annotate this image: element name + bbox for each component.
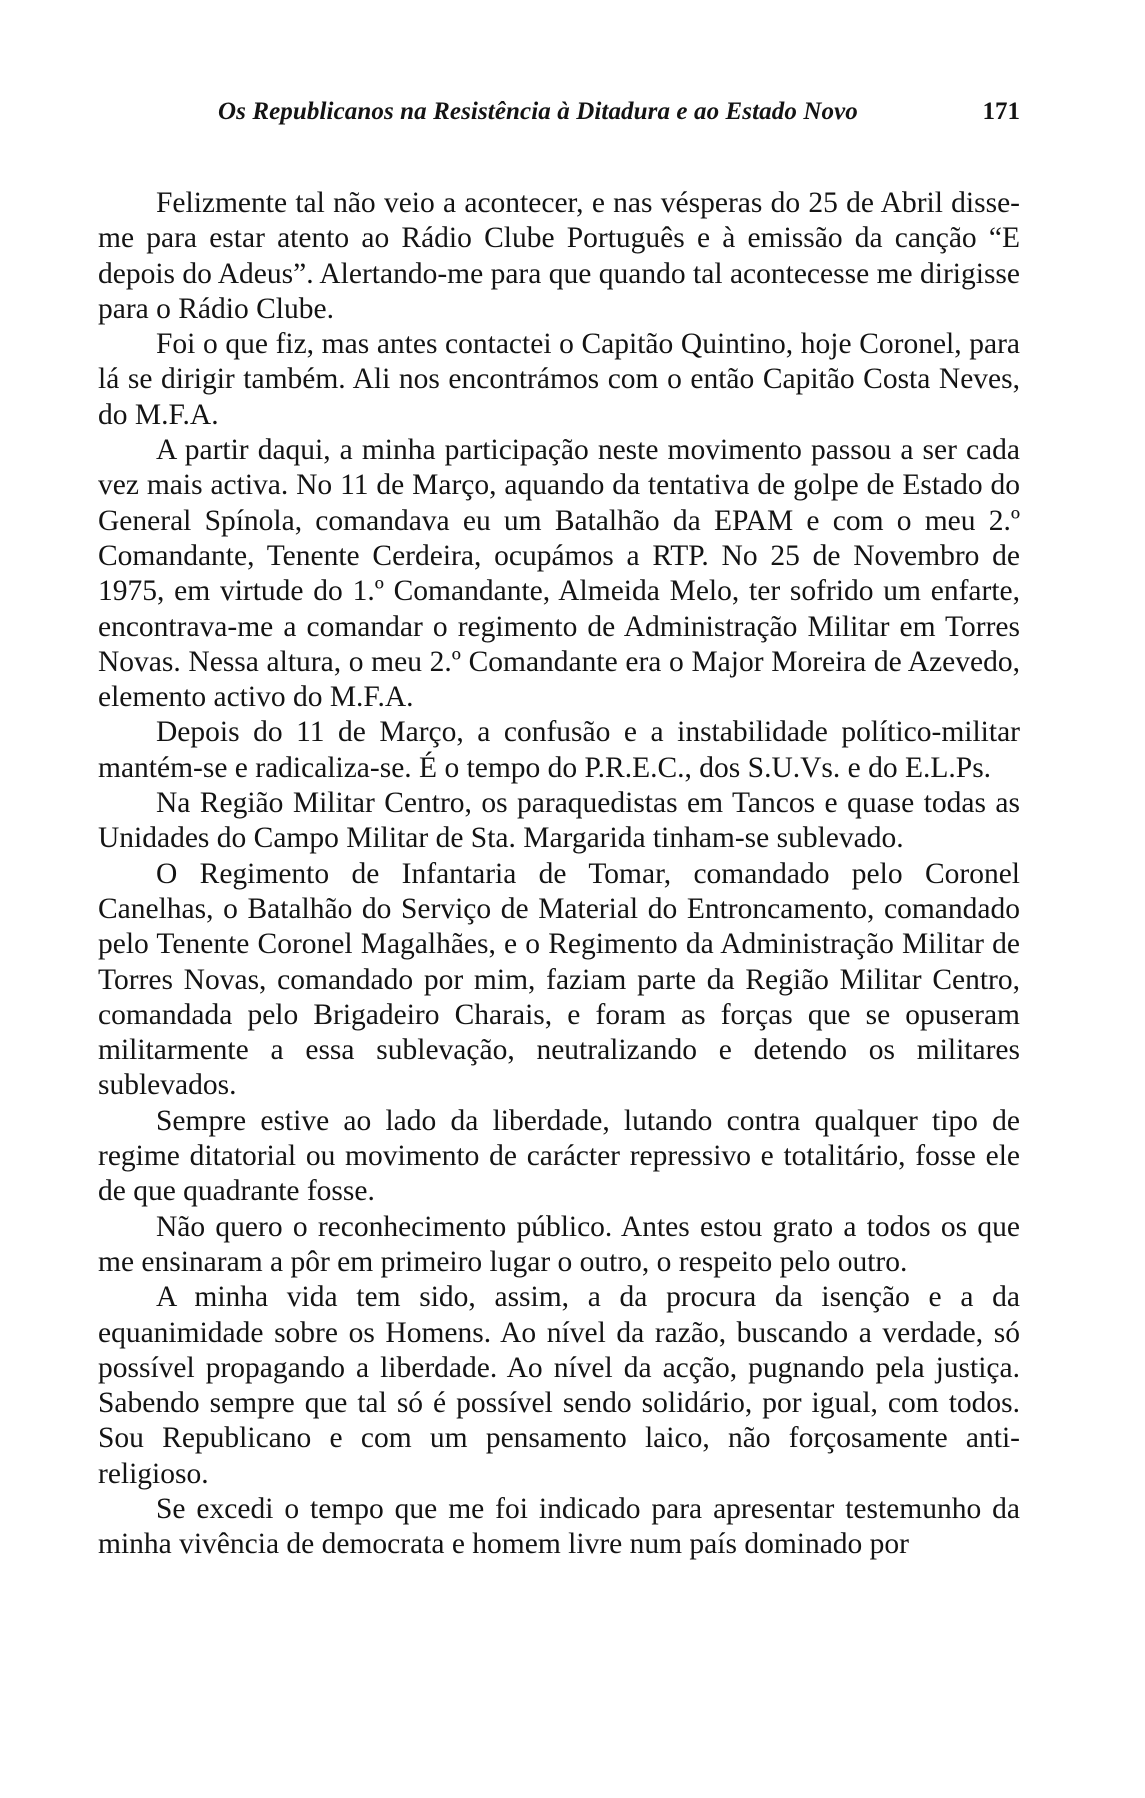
paragraph: Não quero o reconhecimento público. Antes estou grato a todos os que me ensinaram a pôr em primeiro lugar o outro, o respeito pelo outro.	[98, 1210, 1020, 1278]
running-title: Os Republicanos na Resistência à Ditadura e ao Estado Novo	[218, 98, 858, 125]
paragraph: Sempre estive ao lado da liberdade, lutando contra qualquer tipo de regime ditatorial ou movimento de carácter repressivo e totalitário, fosse ele de que quadrante fosse.	[98, 1104, 1020, 1208]
page-number: 171	[982, 98, 1020, 125]
body-text	[98, 186, 1020, 1563]
paragraph: Depois do 11 de Março, a confusão e a instabilidade político-militar mantém-se e radicaliza-se. É o tempo do P.R.E.C., dos S.U.Vs. e do E.L.Ps.	[98, 716, 1020, 784]
paragraph: Se excedi o tempo que me foi indicado para apresentar testemunho da minha vivência de democrata e homem livre num país dominado por	[98, 1492, 1020, 1561]
running-head	[98, 98, 1020, 138]
paragraph: A minha vida tem sido, assim, a da procura da isenção e a da equanimidade sobre os Homens. Ao nível da razão, buscando a verdade, só possível propagando a liberdade. Ao nível da acção, pugnando pela justiça. Sabendo sempre que tal só é possível sendo solidário, por igual, com todos. Sou Republicano e com um pensamento laico, não forçosamente anti-religioso.	[98, 1281, 1020, 1490]
paragraph: O Regimento de Infantaria de Tomar, comandado pelo Coronel Canelhas, o Batalhão do Serviço de Material do Entroncamento, comandado pelo Tenente Coronel Magalhães, e o Regimento da Administração Militar de Torres Novas, comandado por mim, faziam parte da Região Militar Centro, comandada pelo Brigadeiro Charais, e foram as forças que se opuseram militarmente a essa sublevação, neutralizando e detendo os militares sublevados.	[98, 857, 1020, 1102]
paragraph: Na Região Militar Centro, os paraquedistas em Tancos e quase todas as Unidades do Campo Militar de Sta. Margarida tinham-se sublevado.	[98, 787, 1020, 855]
paragraph: A partir daqui, a minha participação neste movimento passou a ser cada vez mais activa. No 11 de Março, aquando da tentativa de golpe de Estado do General Spínola, comandava eu um Batalhão da EPAM e com o meu 2.º Comandante, Tenente Cerdeira, ocupámos a RTP. No 25 de Novembro de 1975, em virtude do 1.º Comandante, Almeida Melo, ter sofrido um enfarte, encontrava-me a comandar o regimento de Administração Militar em Torres Novas. Nessa altura, o meu 2.º Comandante era o Major Moreira de Azevedo, elemento activo do M.F.A.	[98, 434, 1020, 714]
paragraph: Foi o que fiz, mas antes contactei o Capitão Quintino, hoje Coronel, para lá se dirigir também. Ali nos encontrámos com o então Capitão Costa Neves, do M.F.A.	[98, 328, 1020, 431]
paragraph: Felizmente tal não veio a acontecer, e nas vésperas do 25 de Abril disse-me para estar atento ao Rádio Clube Português e à emissão da canção “E depois do Adeus”. Alertando-me para que quando tal acontecesse me dirigisse para o Rádio Clube.	[98, 187, 1020, 325]
